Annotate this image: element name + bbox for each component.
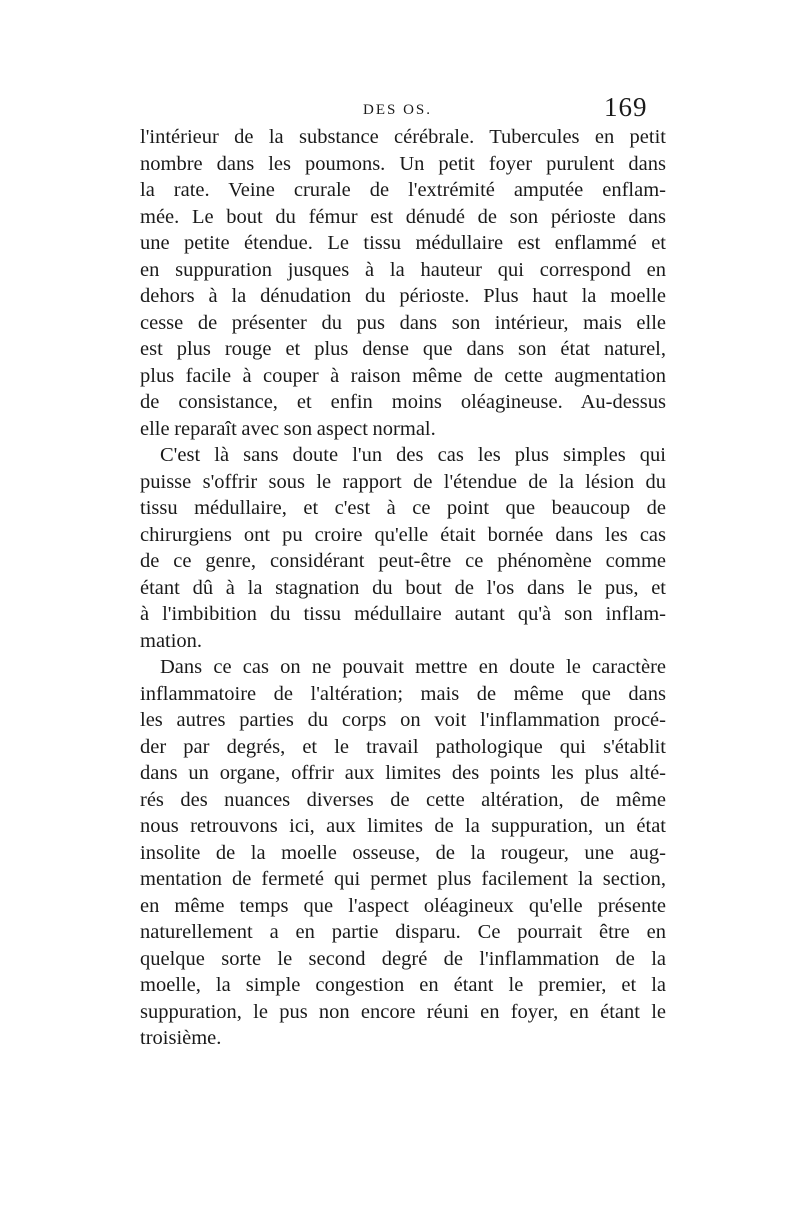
text-line: nombre dans les poumons. Un petit foyer purulent dans xyxy=(140,152,666,175)
text-line: tissu médullaire, et c'est à ce point que beaucoup de xyxy=(140,497,666,519)
text-line: chirurgiens ont pu croire qu'elle était bornée dans les cas xyxy=(140,523,666,546)
text-line: naturellement a en partie disparu. Ce pourrait être en xyxy=(140,921,666,943)
text-line: les autres parties du corps on voit l'inflammation procé- xyxy=(140,709,666,731)
text-line: est plus rouge et plus dense que dans son état naturel, xyxy=(140,338,666,360)
text-line: Dans ce cas on ne pouvait mettre en doute le caractère xyxy=(160,656,666,678)
text-line: une petite étendue. Le tissu médullaire est enflammé et xyxy=(140,232,666,254)
text-line: elle reparaît avec son aspect normal. xyxy=(140,417,436,440)
text-line: à l'imbibition du tissu médullaire autant qu'à son inflam- xyxy=(140,603,666,625)
text-line: nous retrouvons ici, aux limites de la suppuration, un état xyxy=(140,815,666,837)
text-line: puisse s'offrir sous le rapport de l'étendue de la lésion du xyxy=(140,470,666,493)
text-line: mée. Le bout du fémur est dénudé de son périoste dans xyxy=(140,205,666,228)
text-line: plus facile à couper à raison même de cette augmentation xyxy=(140,364,666,387)
paragraph xyxy=(140,654,666,1052)
text-line: C'est là sans doute l'un des cas les plus simples qui xyxy=(160,444,666,466)
text-line: la rate. Veine crurale de l'extrémité amputée enflam- xyxy=(140,179,666,201)
text-line: mation. xyxy=(140,629,203,652)
text-line: inflammatoire de l'altération; mais de même que dans xyxy=(140,682,666,705)
text-line: suppuration, le pus non encore réuni en foyer, en étant le xyxy=(140,1000,666,1023)
text-line: étant dû à la stagnation du bout de l'os dans le pus, et xyxy=(140,576,666,599)
text-line: cesse de présenter du pus dans son intérieur, mais elle xyxy=(140,311,666,334)
text-line: en même temps que l'aspect oléagineux qu'elle présente xyxy=(140,894,666,917)
text-line: de ce genre, considérant peut-être ce phénomène comme xyxy=(140,550,666,572)
text-line: der par degrés, et le travail pathologique qui s'établit xyxy=(140,735,666,758)
text-line: quelque sorte le second degré de l'inflammation de la xyxy=(140,947,666,970)
text-line: dehors à la dénudation du périoste. Plus haut la moelle xyxy=(140,285,666,307)
text-line: rés des nuances diverses de cette altération, de même xyxy=(140,788,666,811)
page-number: 169 xyxy=(604,92,648,122)
body-text xyxy=(140,124,666,1052)
text-line: dans un organe, offrir aux limites des points les plus alté- xyxy=(140,762,666,784)
text-line: insolite de la moelle osseuse, de la rougeur, une aug- xyxy=(140,841,666,864)
text-line: troisième. xyxy=(140,1027,222,1049)
text-line: l'intérieur de la substance cérébrale. Tubercules en petit xyxy=(140,126,666,148)
paragraph xyxy=(140,442,666,654)
text-line: mentation de fermeté qui permet plus facilement la section, xyxy=(140,868,666,890)
paragraph xyxy=(140,124,666,442)
text-line: en suppuration jusques à la hauteur qui correspond en xyxy=(140,258,666,281)
text-line: moelle, la simple congestion en étant le premier, et la xyxy=(140,974,666,996)
running-title: DES OS. xyxy=(363,102,433,118)
text-line: de consistance, et enfin moins oléagineuse. Au-dessus xyxy=(140,391,666,413)
